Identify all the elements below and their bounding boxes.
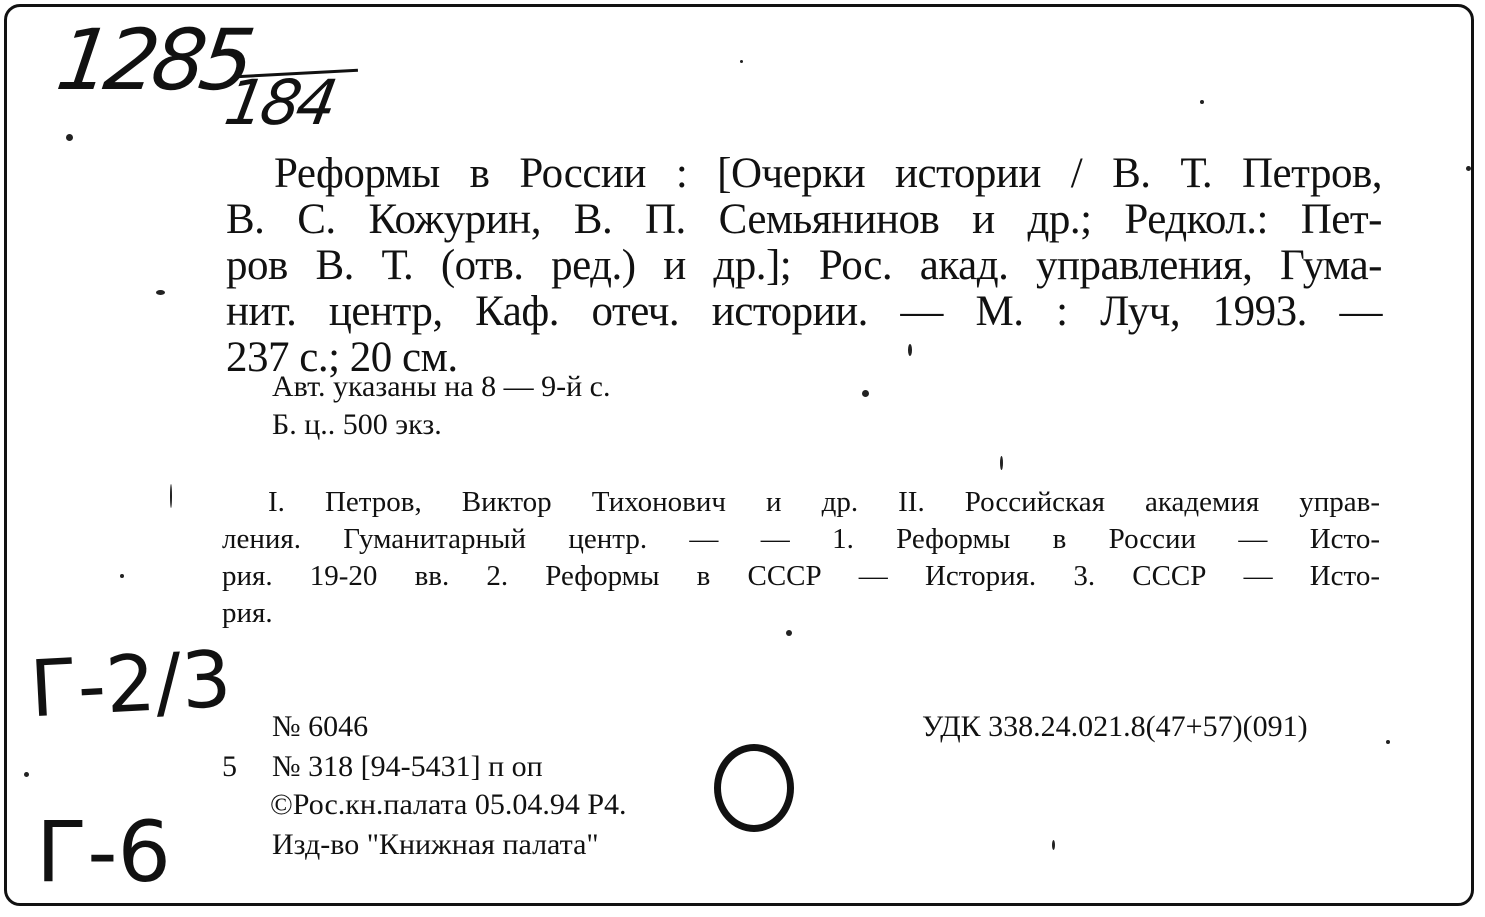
order-line: № 318 [94-5431] п оп — [272, 750, 543, 783]
scan-speck — [786, 630, 792, 636]
handwritten-mark-bottom: Г-6 — [36, 803, 171, 901]
scan-speck — [120, 574, 124, 578]
tracing-line: I. Петров, Виктор Тихонович и др. II. Российская академия управ- — [268, 486, 1380, 518]
note-edition: Б. ц.. 500 экз. — [272, 408, 442, 441]
entry-line: В. С. Кожурин, В. П. Семьянинов и др.; Редкол.: Пет- — [226, 196, 1382, 243]
entry-line: ров В. Т. (отв. ред.) и др.]; Рос. акад. управления, Гума- — [226, 242, 1382, 289]
tracing-line: рия. — [222, 597, 273, 629]
scan-speck — [1052, 840, 1055, 850]
scan-speck — [1466, 166, 1471, 171]
tracing-line: рия. 19-20 вв. 2. Реформы в СССР — История. 3. СССР — Исто- — [222, 560, 1380, 592]
bibliographic-entry — [226, 152, 1382, 379]
entry-line: Реформы в России : [Очерки истории / В. Т. Петров, — [274, 150, 1382, 197]
scan-speck — [740, 60, 743, 63]
scan-speck — [170, 484, 172, 508]
scan-speck — [24, 772, 29, 777]
udc-classification: УДК 338.24.021.8(47+57)(091) — [922, 710, 1308, 743]
scan-speck — [156, 290, 165, 295]
handwritten-mark-top: Г-2/3 — [27, 634, 234, 736]
scan-speck — [66, 134, 73, 141]
punch-hole — [714, 744, 794, 832]
entry-line: 237 с.; 20 см. — [226, 334, 458, 381]
publisher-line: Изд-во "Книжная палата" — [272, 828, 599, 861]
copyright-line: ©Рос.кн.палата 05.04.94 Р4. — [270, 788, 627, 821]
card-number: № 6046 — [272, 710, 369, 743]
number-prefix: 5 — [222, 750, 237, 783]
scan-speck — [1386, 740, 1390, 744]
note-authors: Авт. указаны на 8 — 9-й с. — [272, 370, 611, 403]
scan-speck — [908, 344, 912, 356]
entry-line: нит. центр, Каф. отеч. истории. — М. : Луч, 1993. — — [226, 288, 1382, 335]
tracings — [222, 487, 1380, 629]
scan-speck — [862, 390, 869, 397]
scan-speck — [1200, 100, 1204, 104]
handwritten-sub-number: 184 — [219, 66, 339, 139]
handwritten-shelf-number: 1285 — [51, 11, 255, 109]
scan-speck — [1000, 456, 1003, 470]
tracing-line: ления. Гуманитарный центр. — — 1. Реформы в России — Исто- — [222, 523, 1380, 555]
